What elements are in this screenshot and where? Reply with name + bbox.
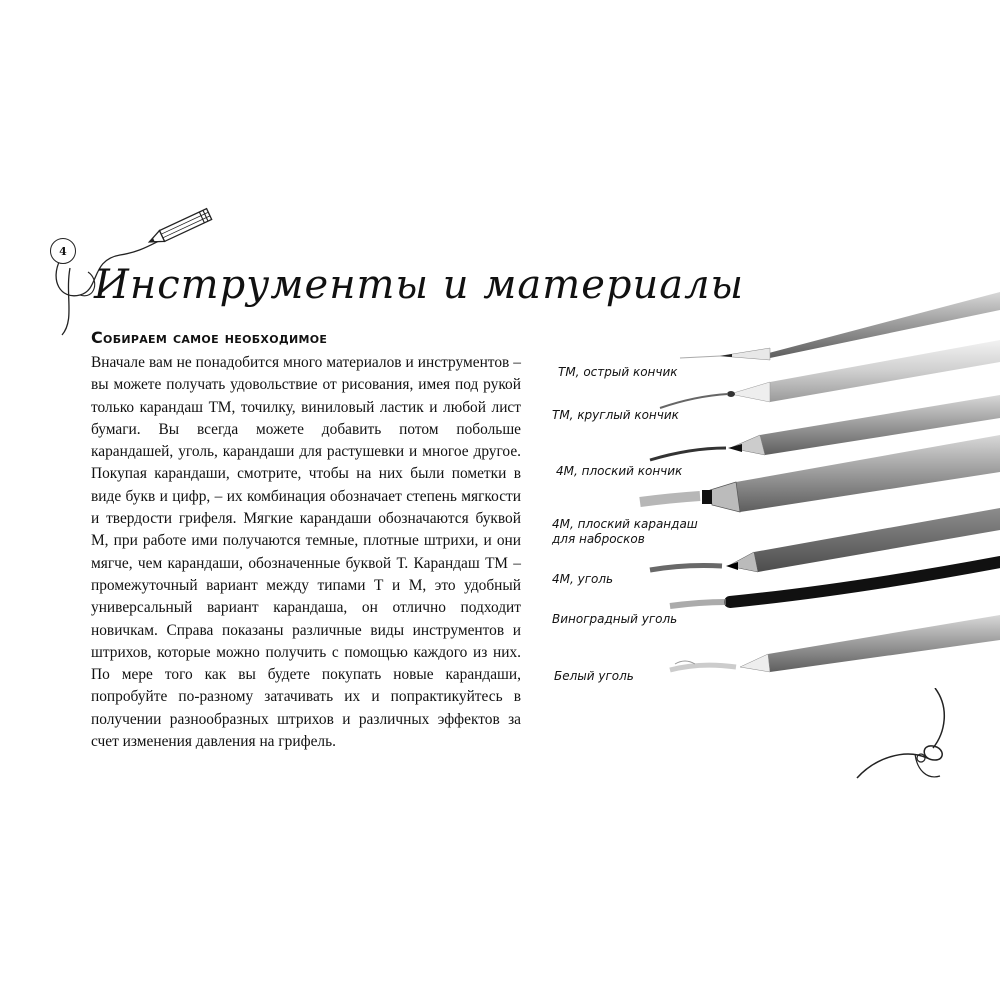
page-title: Инструменты и материалы [94,262,745,308]
tool-caption: ТМ, круглый кончик [552,408,679,422]
pencil-tm-round [660,340,1000,408]
flourish-icon [855,688,955,788]
section-subtitle: Собираем самое необходимое [91,328,328,347]
tool-caption: Белый уголь [554,669,634,683]
tool-caption-line: 4М, плоский карандаш [552,517,698,531]
white-charcoal [670,615,1000,672]
pencils-illustration [600,290,1000,690]
tool-caption: Виноградный уголь [552,612,678,626]
tool-caption: 4М, уголь [552,572,614,586]
tool-caption-line: для набросков [552,532,645,546]
pencil-4m-sketch [640,435,1000,512]
body-paragraph: Вначале вам не понадобится много материалов и инструментов – вы можете получать удовольствие от рисования, имея под рукой только карандаш ТМ, точилку, виниловый ластик и любой лист бумаги. Вы всегда можете добавить потом побольше карандашей, уголь, карандаши для растушевки и многое другое. Покупая карандаши, смотрите, чтобы на них были пометки в виде букв и цифр, – их комбинация обозначает степень мягкости и твердости грифеля. Мягкие карандаши обозначаются буквой М, при работе ими получаются темные, плотные штрихи, и они мягче, чем карандаши, обозначенные буквой Т. Карандаш ТМ – промежуточный вариант между типами Т и М, это удобный универсальный вариант карандаша, он отлично подходит новичкам. Справа показаны различные виды инструментов и штрихов, которые можно получить с помощью каждого из них. По мере того как вы будете покупать новые карандаши, попробуйте по-разному затачивать их и попрактикуйтесь в получении разнообразных штрихов и различных эффектов за счет изменения давления на грифель. [91,354,521,751]
tool-caption: ТМ, острый кончик [558,365,678,379]
tool-caption: 4М, плоский кончик [556,464,683,478]
pencil-4m-charcoal [650,508,1000,572]
tool-caption [552,517,698,547]
page-number: 4 [50,238,76,264]
vine-charcoal [670,562,1000,606]
